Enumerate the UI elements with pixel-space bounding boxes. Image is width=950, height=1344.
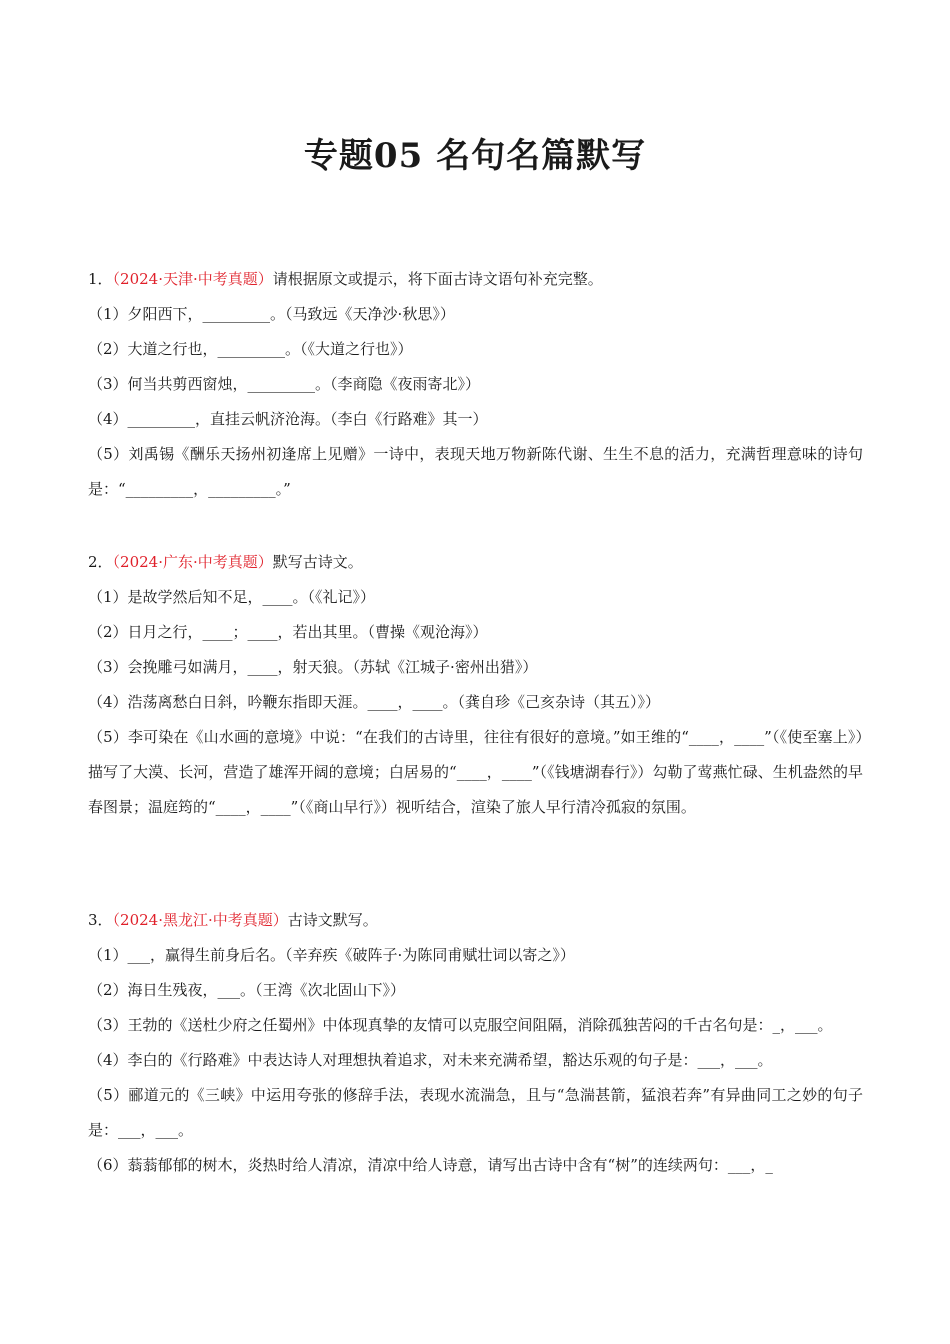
question-number: 3． — [88, 911, 113, 929]
sub-item: （3）会挽雕弓如满月，____，射天狼。（苏轼《江城子·密州出猎》） — [88, 658, 538, 676]
question-prompt: 请根据原文或提示，将下面古诗文语句补充完整。 — [272, 270, 603, 288]
sub-item: （2）海日生残夜，___。（王湾《次北固山下》） — [88, 981, 406, 999]
question-number: 2． — [88, 553, 113, 571]
sub-item: （3）王勃的《送杜少府之任蜀州》中体现真挚的友情可以克服空间阻隔，消除孤独苦闷的千古名句是：_，___。 — [88, 1016, 833, 1034]
sub-item: （1）___，赢得生前身后名。（辛弃疾《破阵子·为陈同甫赋壮词以寄之》） — [88, 946, 575, 964]
question-prompt: 古诗文默写。 — [287, 911, 378, 929]
sub-item: （5）李可染在《山水画的意境》中说：“在我们的古诗里，往往有很好的意境。”如王维的“____，____”（《使至塞上》）描写了大漠、长河，营造了雄浑开阔的意境；白居易的“____，____”（《钱塘湖春行》）勾勒了莺燕忙碌、生机盎然的早春图景；温庭筠的“____，____”（《商山早行》）视听结合，渲染了旅人早行清冷孤寂的氛围。 — [88, 728, 863, 816]
sub-item: （4）_________，直挂云帆济沧海。（李白《行路难》其一） — [88, 410, 488, 428]
question-header — [88, 903, 863, 938]
sub-item: （4）浩荡离愁白日斜，吟鞭东指即天涯。____，____。（龚自珍《己亥杂诗（其五）》） — [88, 693, 661, 711]
question-number: 1． — [88, 270, 113, 288]
source-tag: （2024·天津·中考真题） — [112, 270, 273, 288]
sub-item: （2）日月之行，____；____，若出其里。（曹操《观沧海》） — [88, 623, 488, 641]
question-header — [88, 262, 863, 297]
sub-item: （6）蓊蓊郁郁的树木，炎热时给人清凉，清凉中给人诗意，请写出古诗中含有“树”的连续两句：___，_ — [88, 1156, 773, 1174]
sub-item: （1）是故学然后知不足，____。（《礼记》） — [88, 588, 376, 606]
question-header — [88, 545, 863, 580]
question-3 — [88, 903, 863, 1183]
question-prompt: 默写古诗文。 — [272, 553, 363, 571]
question-2 — [88, 545, 863, 825]
question-1 — [88, 262, 863, 507]
sub-item: （3）何当共剪西窗烛，_________。（李商隐《夜雨寄北》） — [88, 375, 481, 393]
page-title: 专题05 名句名篇默写 — [303, 136, 647, 176]
sub-item: （2）大道之行也，_________。（《大道之行也》） — [88, 340, 413, 358]
sub-item: （5）郦道元的《三峡》中运用夸张的修辞手法，表现水流湍急，且与“急湍甚箭，猛浪若奔”有异曲同工之妙的句子是：___，___。 — [88, 1086, 863, 1139]
source-tag: （2024·广东·中考真题） — [112, 553, 273, 571]
sub-item: （4）李白的《行路难》中表达诗人对理想执着追求，对未来充满希望，豁达乐观的句子是：___，___。 — [88, 1051, 773, 1069]
sub-item: （5）刘禹锡《酬乐天扬州初逢席上见赠》一诗中，表现天地万物新陈代谢、生生不息的活力，充满哲理意味的诗句是：“_________，_________。” — [88, 445, 863, 498]
sub-item: （1）夕阳西下，_________。（马致远《天净沙·秋思》） — [88, 305, 455, 323]
source-tag: （2024·黑龙江·中考真题） — [112, 911, 288, 929]
